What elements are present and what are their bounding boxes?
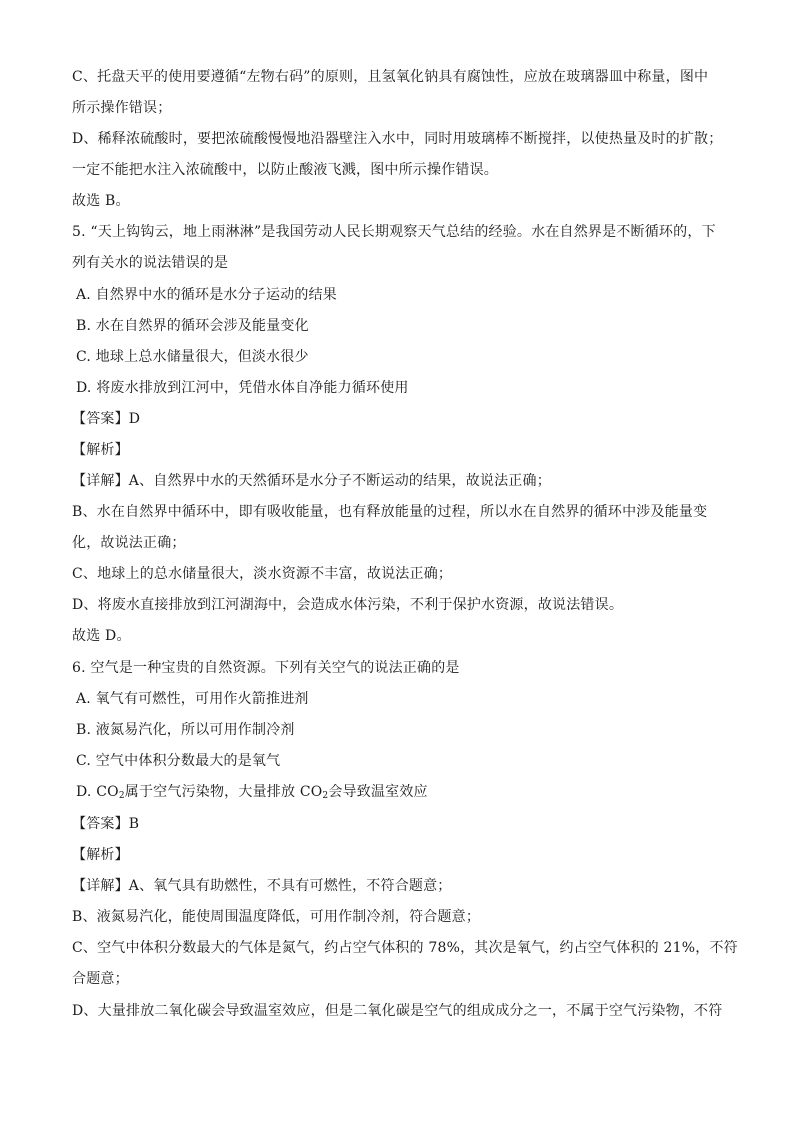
answer-label: 【答案】B — [72, 816, 140, 832]
detail-line: C、地球上的总水储量很大，淡水资源不丰富，故说法正确； — [72, 566, 453, 582]
detail-line: D、大量排放二氧化碳会导致温室效应，但是二氧化碳是空气的组成成分之一，不属于空气污染物，不符 — [72, 1003, 723, 1019]
detail-line: 化，故说法正确； — [72, 535, 186, 551]
option-b: B. 水在自然界的循环会涉及能量变化 — [76, 318, 309, 334]
analysis-label: 【解析】 — [72, 847, 129, 863]
question-5-stem: 5. “天上钩钩云，地上雨淋淋”是我国劳动人民长期观察天气总结的经验。水在自然界是不断循环的，下 — [72, 224, 716, 240]
text-line: D、稀释浓硫酸时，要把浓硫酸慢慢地沿器壁注入水中，同时用玻璃棒不断搅拌，以使热量及时的扩散； — [72, 131, 723, 147]
text-line: 一定不能把水注入浓硫酸中，以防止酸液飞溅，图中所示操作错误。 — [72, 162, 498, 178]
detail-line: B、水在自然界中循环中，即有吸收能量，也有释放能量的过程，所以水在自然界的循环中涉及能量变 — [72, 504, 708, 520]
option-d — [76, 783, 726, 801]
option-b: B. 液氮易汽化，所以可用作制冷剂 — [76, 722, 295, 738]
text-line: C、托盘天平的使用要遵循“左物右码”的原则，且氢氧化钠具有腐蚀性，应放在玻璃器皿中称量，图中 — [72, 69, 709, 85]
text-fragment: 属于空气污染物，大量排放 CO — [124, 784, 323, 800]
option-a: A. 自然界中水的循环是水分子运动的结果 — [76, 287, 338, 303]
text-fragment: 会导致温室效应 — [328, 784, 428, 800]
analysis-label: 【解析】 — [72, 442, 129, 458]
option-a: A. 氧气有可燃性，可用作火箭推进剂 — [76, 691, 309, 707]
question-6-stem: 6. 空气是一种宝贵的自然资源。下列有关空气的说法正确的是 — [72, 660, 460, 676]
detail-line: 【详解】A、自然界中水的天然循环是水分子不断运动的结果，故说法正确； — [72, 473, 551, 489]
detail-line: 合题意； — [72, 971, 129, 987]
option-c: C. 地球上总水储量很大，但淡水很少 — [76, 349, 309, 365]
detail-line: 【详解】A、氧气具有助燃性，不具有可燃性，不符合题意； — [72, 878, 452, 894]
option-c: C. 空气中体积分数最大的是氧气 — [76, 753, 281, 769]
question-5-stem: 列有关水的说法错误的是 — [72, 255, 229, 271]
subscript: 2 — [322, 791, 329, 801]
subscript: 2 — [118, 791, 125, 801]
answer-label: 【答案】D — [72, 411, 141, 427]
detail-line: D、将废水直接排放到江河湖海中，会造成水体污染，不利于保护水资源，故说法错误。 — [72, 597, 624, 613]
text-line: 所示操作错误； — [72, 100, 172, 116]
text-fragment: D. CO — [76, 784, 119, 800]
option-d: D. 将废水排放到江河中，凭借水体自净能力循环使用 — [76, 380, 409, 396]
text-line: 故选 B。 — [72, 193, 130, 209]
detail-line: B、液氮易汽化，能使周围温度降低，可用作制冷剂，符合题意； — [72, 909, 481, 925]
detail-line: C、空气中体积分数最大的气体是氮气，约占空气体积的 78%，其次是氧气，约占空气体积的 21%，不符 — [72, 940, 738, 956]
text-line: 故选 D。 — [72, 628, 131, 644]
